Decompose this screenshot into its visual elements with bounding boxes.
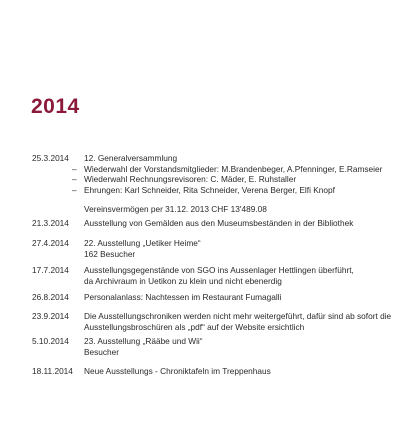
entry-date: 23.9.2014 — [32, 311, 69, 321]
entry-line: Personalanlass: Nachtessen im Restaurant Fumagalli — [84, 292, 282, 302]
entry-body — [84, 218, 404, 229]
entry-date: 26.8.2014 — [32, 292, 69, 302]
entry-note: Vereinsvermögen per 31.12. 2013 CHF 13'489.08 — [84, 204, 267, 215]
entry-line: 22. Ausstellung „Uetiker Heime“ — [84, 238, 201, 248]
entry-line: Ausstellungsgegenstände von SGO ins Aussenlager Hettlingen überführt, — [84, 265, 354, 275]
entry-line: 162 Besucher — [84, 248, 136, 259]
entry-date: 18.11.2014 — [32, 366, 73, 376]
entry-line: Ausstellung von Gemälden aus den Museumsbeständen in der Bibliothek — [84, 218, 354, 228]
entry-date: 17.7.2014 — [32, 265, 69, 275]
entry-bullet: – Wiederwahl Rechnungsrevisoren: C. Mäder, E. Ruhstaller — [72, 174, 297, 185]
entry-date: 21.3.2014 — [32, 218, 69, 228]
entry-line: Ausstellungsbroschüren als „pdf“ auf der Website ersichtlich — [84, 321, 305, 332]
entry-body — [72, 153, 404, 215]
entry-body — [84, 336, 404, 357]
entry-body — [84, 292, 404, 303]
entry-body — [84, 238, 404, 259]
entry-body — [84, 366, 404, 377]
entry-date: 27.4.2014 — [32, 238, 69, 248]
entry-body — [84, 311, 404, 332]
entry-date: 25.3.2014 — [32, 153, 69, 163]
entry-title: 12. Generalversammlung — [84, 153, 178, 163]
entry-line: da Archivraum in Uetikon zu klein und nicht ebenerdig — [84, 275, 282, 286]
entry-body — [84, 265, 404, 286]
entry-bullet: – Wiederwahl der Vorstandsmitglieder: M.Brandenbeger, A.Pfenninger, E.Ramseier — [72, 163, 383, 174]
entry-line: Neue Ausstellungs - Chroniktafeln im Treppenhaus — [84, 366, 271, 376]
year-heading: 2014 — [31, 95, 80, 118]
entry-bullet: – Ehrungen: Karl Schneider, Rita Schneider, Verena Berger, Elfi Knopf — [72, 184, 335, 195]
entry-date: 5.10.2014 — [32, 336, 69, 346]
entry-line: Besucher — [84, 346, 120, 357]
entry-line: 23. Ausstellung „Rääbe und Wii“ — [84, 336, 203, 346]
entry-line: Die Ausstellungschroniken werden nicht mehr weitergeführt, dafür sind ab sofort die — [84, 311, 392, 321]
